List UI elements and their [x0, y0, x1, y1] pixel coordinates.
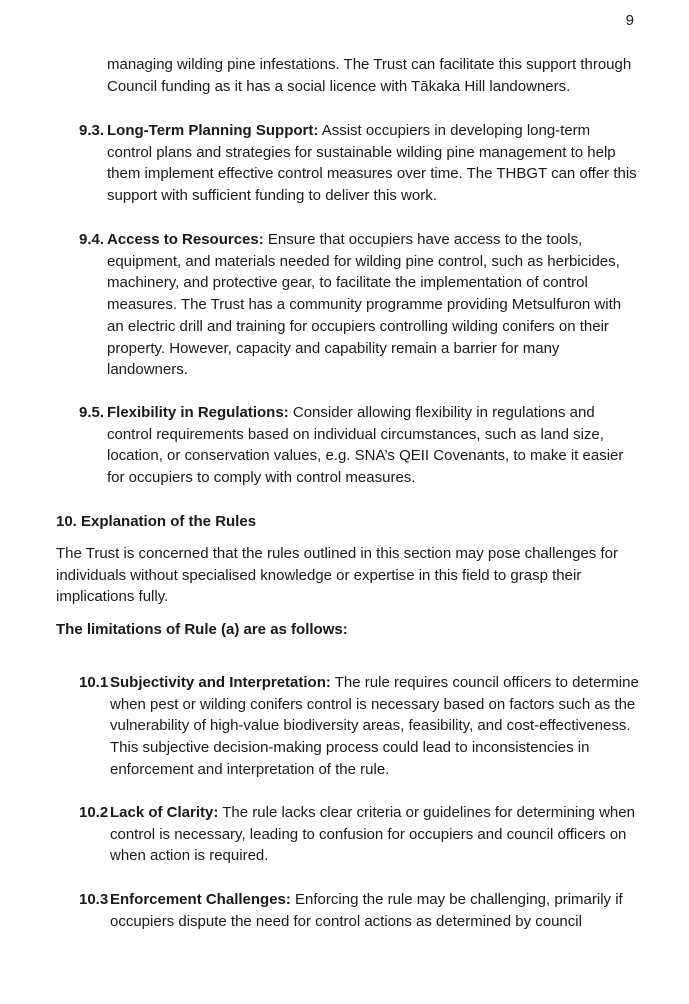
list-item-text: The rule requires council officers to determine when pest or wilding conifers control is necessary based on factors such as the vulnerability of high-value biodiversity areas, feasibility, and cost-effectiveness. This subjective decision-making process could lead to inconsistencies in enforcement and interpretation of the rule.: [110, 674, 639, 778]
list-item-body: [107, 229, 639, 381]
list-item-title: Access to Resources:: [107, 231, 264, 248]
list-item-title: Long-Term Planning Support:: [107, 122, 319, 139]
list-item-text: Assist occupiers in developing long-term control plans and strategies for sustainable wilding pine management to help them implement effective control measures over time. The THBGT can offer this support with sufficient funding to deliver this work.: [107, 122, 637, 205]
list-item-number: 9.4.: [79, 231, 105, 248]
continuation-text: managing wilding pine infestations. The Trust can facilitate this support through Council funding as it has a social licence with Tākaka Hill landowners.: [107, 56, 632, 95]
list-item-number: 9.5.: [79, 404, 105, 421]
section-heading: 10. Explanation of the Rules: [56, 513, 257, 530]
list-item-title: Enforcement Challenges:: [110, 891, 291, 908]
section-intro: [56, 543, 636, 608]
list-item-title: Flexibility in Regulations:: [107, 404, 289, 421]
list-item-number: 10.2: [79, 804, 109, 821]
list-item-body: [107, 402, 639, 489]
list-item-body: [110, 672, 639, 781]
page-number: 9: [625, 12, 634, 29]
list-item-9-5: [79, 402, 639, 489]
list-item-title: Lack of Clarity:: [110, 804, 219, 821]
list-item-text: The rule lacks clear criteria or guidelines for determining when control is necessary, leading to confusion for occupiers and council officers on when action is required.: [110, 804, 635, 865]
section-intro-text: The Trust is concerned that the rules outlined in this section may pose challenges for individuals without specialised knowledge or expertise in this field to grasp their implications fully.: [56, 545, 618, 606]
list-item-text: Enforcing the rule may be challenging, primarily if occupiers dispute the need for control actions as determined by council: [110, 891, 623, 930]
list-item-10-3: [79, 889, 639, 932]
list-item-number: 10.1: [79, 674, 109, 691]
list-item-10-1: [79, 672, 639, 781]
list-item-9-3: [79, 120, 639, 207]
list-item-body: [110, 802, 639, 867]
list-item-title: Subjectivity and Interpretation:: [110, 674, 331, 691]
continuation-paragraph: [107, 54, 637, 97]
list-item-text: Ensure that occupiers have access to the tools, equipment, and materials needed for wilding pine control, such as herbicides, machinery, and protective gear, to facilitate the implementation of control measures. The Trust has a community programme providing Metsulfuron with an electric drill and training for occupiers controlling wilding conifers on their property. However, capacity and capability remain a barrier for many landowners.: [107, 231, 622, 379]
list-item-text: Consider allowing flexibility in regulations and control requirements based on individual circumstances, such as land size, location, or conservation values, e.g. SNA’s QEII Covenants, to make it easier for occupiers to comply with control measures.: [107, 404, 624, 487]
list-item-body: [110, 889, 639, 932]
list-item-number: 9.3.: [79, 122, 105, 139]
limitations-heading: The limitations of Rule (a) are as follows:: [56, 621, 348, 638]
list-item-10-2: [79, 802, 639, 867]
list-item-9-4: [79, 229, 639, 381]
list-item-number: 10.3: [79, 891, 109, 908]
list-item-body: [107, 120, 639, 207]
